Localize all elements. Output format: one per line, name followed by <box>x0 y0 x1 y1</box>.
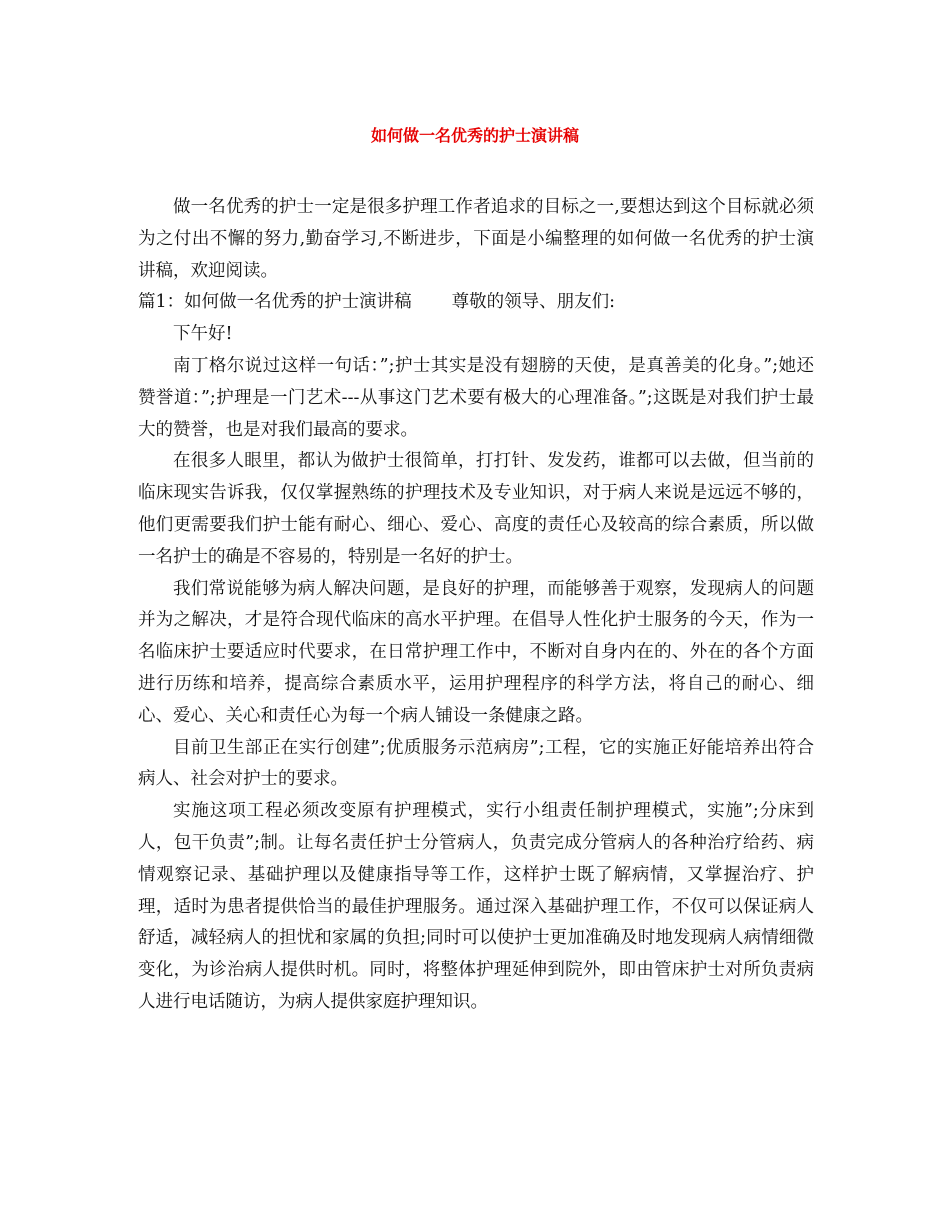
document-body <box>138 192 814 1019</box>
section-heading-line <box>138 287 814 319</box>
body-paragraph: 在很多人眼里，都认为做护士很简单，打打针、发发药，谁都可以去做，但当前的临床现实告诉我，仅仅掌握熟练的护理技术及专业知识，对于病人来说是远远不够的，他们更需要我们护士能有耐心、细心、爱心、高度的责任心及较高的综合素质，所以做一名护士的确是不容易的，特别是一名好的护士。 <box>138 451 814 567</box>
intro-paragraph: 做一名优秀的护士一定是很多护理工作者追求的目标之一,要想达到这个目标就必须为之付出不懈的努力,勤奋学习,不断进步，下面是小编整理的如何做一名优秀的护士演讲稿，欢迎阅读。 <box>138 197 814 281</box>
salutation: 尊敬的领导、朋友们: <box>451 292 616 313</box>
body-paragraph: 南丁格尔说过这样一句话：”;护士其实是没有翅膀的天使，是真善美的化身。”;她还赞誉道：”;护理是一门艺术---从事这门艺术要有极大的心理准备。”;这既是对我们护士最大的赞誉，也是对我们最高的要求。 <box>138 355 814 440</box>
body-paragraph: 实施这项工程必须改变原有护理模式，实行小组责任制护理模式，实施”;分床到人，包干负责”;制。让每名责任护士分管病人，负责完成分管病人的各种治疗给药、病情观察记录、基础护理以及健康指导等工作，这样护士既了解病情，又掌握治疗、护理，适时为患者提供恰当的最佳护理服务。通过深入基础护理工作，不仅可以保证病人舒适，减轻病人的担忧和家属的负担;同时可以使护士更加准确及时地发现病人病情细微变化，为诊治病人提供时机。同时，将整体护理延伸到院外，即由管床护士对所负责病人进行电话随访，为病人提供家庭护理知识。 <box>138 801 814 1012</box>
body-paragraph: 我们常说能够为病人解决问题，是良好的护理，而能够善于观察，发现病人的问题并为之解决，才是符合现代临床的高水平护理。在倡导人性化护士服务的今天，作为一名临床护士要适应时代要求，在日常护理工作中，不断对自身内在的、外在的各个方面进行历练和培养，提高综合素质水平，运用护理程序的科学方法，将自己的耐心、细心、爱心、关心和责任心为每一个病人铺设一条健康之路。 <box>138 578 814 726</box>
document-title: 如何做一名优秀的护士演讲稿 <box>370 126 579 145</box>
greeting: 下午好! <box>173 324 233 345</box>
body-paragraph: 目前卫生部正在实行创建”;优质服务示范病房”;工程，它的实施正好能培养出符合病人、社会对护士的要求。 <box>138 737 814 790</box>
section-heading: 篇1：如何做一名优秀的护士演讲稿 <box>138 292 412 313</box>
